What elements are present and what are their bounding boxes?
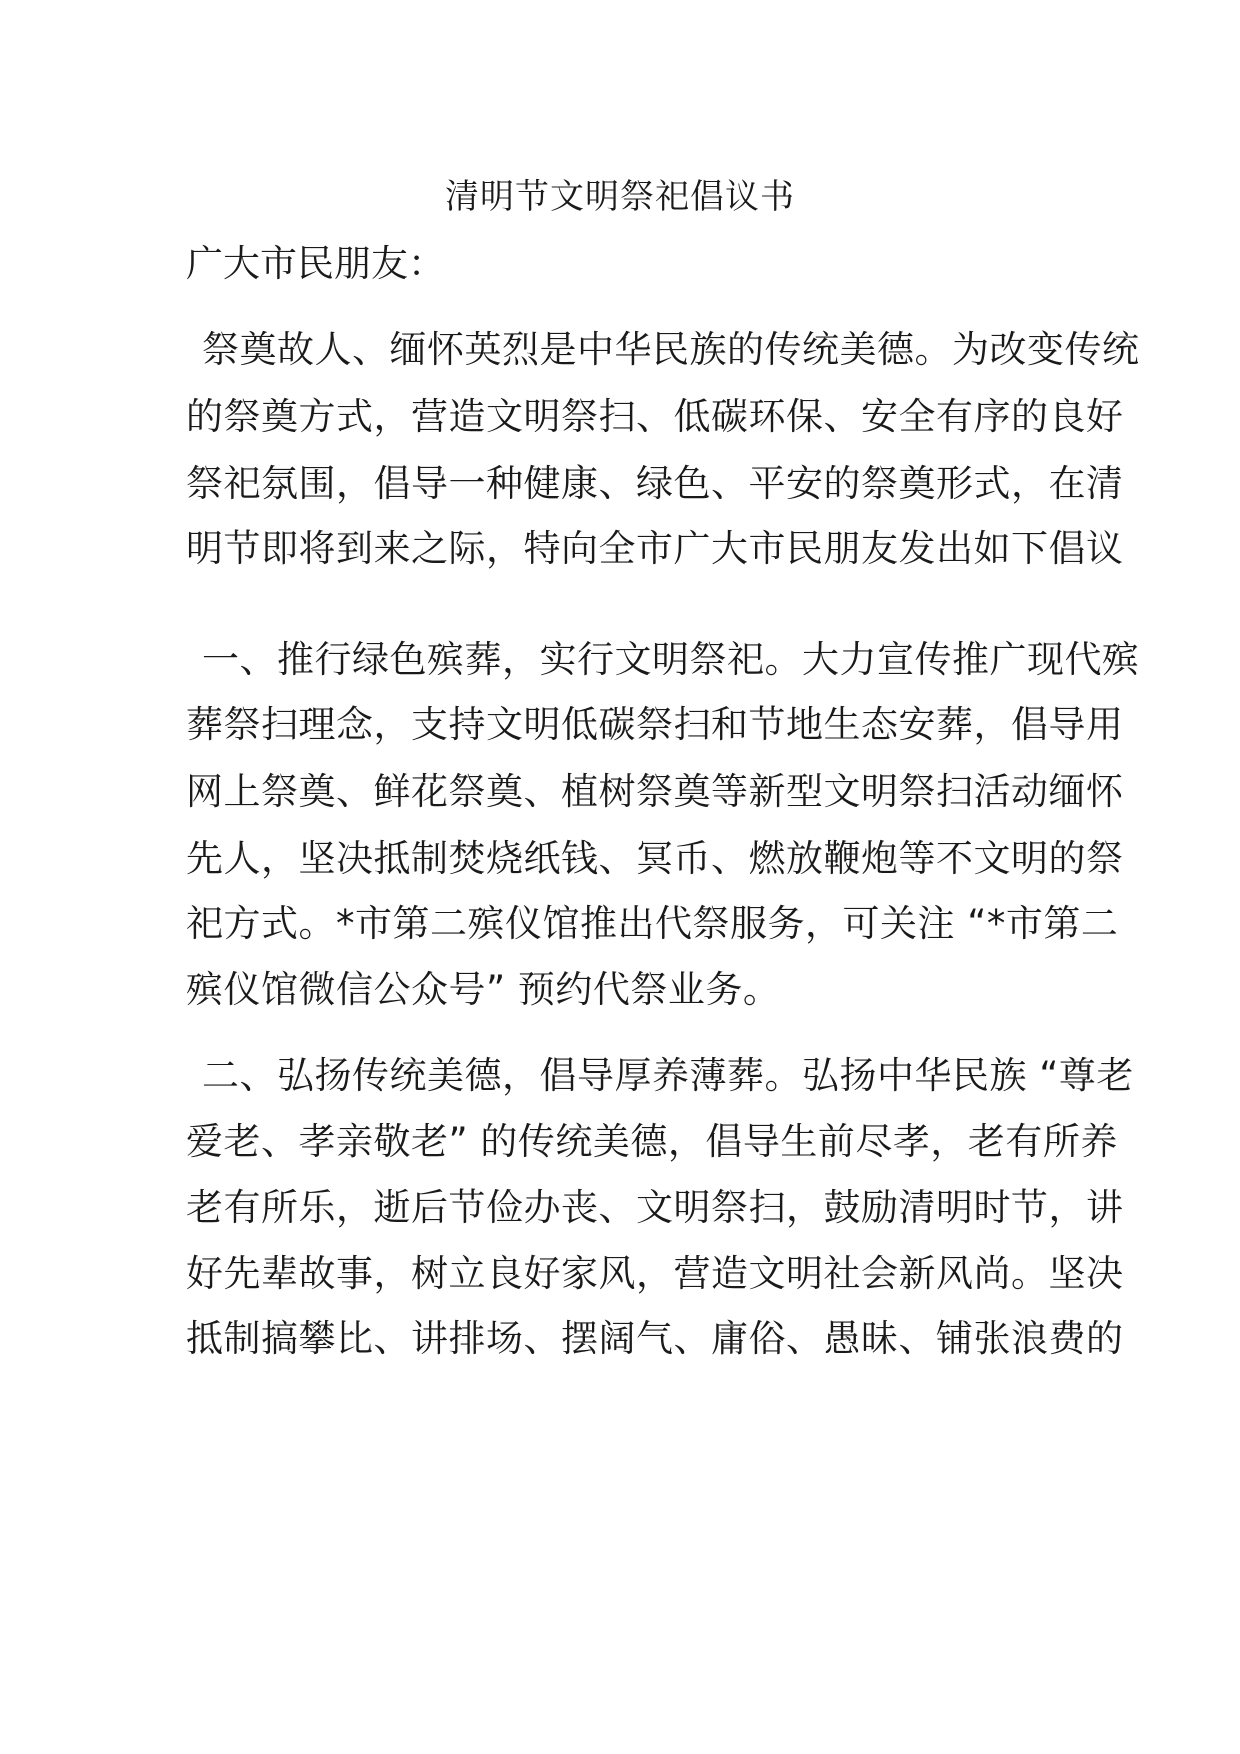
paragraph-2-line: 祀方式。*市第二殡仪馆推出代祭服务，可关注 “*市第二	[186, 902, 1119, 945]
paragraph-2-line: 一、推行绿色殡葬，实行文明祭祀。大力宣传推广现代殡	[202, 638, 1140, 681]
paragraph-3-line: 好先辈故事，树立良好家风，营造文明社会新风尚。坚决	[186, 1252, 1124, 1295]
paragraph-3-line: 爱老、孝亲敬老” 的传统美德，倡导生前尽孝，老有所养	[186, 1120, 1118, 1163]
paragraph-1-line: 祭奠故人、缅怀英烈是中华民族的传统美德。为改变传统	[202, 328, 1140, 371]
paragraph-2-line: 殡仪馆微信公众号” 预约代祭业务。	[186, 968, 781, 1011]
paragraph-3-line: 抵制搞攀比、讲排场、摆阔气、庸俗、愚昧、铺张浪费的	[186, 1317, 1124, 1360]
paragraph-3-line: 二、弘扬传统美德，倡导厚养薄葬。弘扬中华民族 “尊老	[202, 1054, 1134, 1097]
paragraph-2-line: 先人，坚决抵制焚烧纸钱、冥币、燃放鞭炮等不文明的祭	[186, 837, 1124, 880]
paragraph-1-line: 的祭奠方式，营造文明祭扫、低碳环保、安全有序的良好	[186, 395, 1124, 438]
document-title: 清明节文明祭祀倡议书	[445, 177, 795, 217]
paragraph-3-line: 老有所乐，逝后节俭办丧、文明祭扫，鼓励清明时节，讲	[186, 1186, 1124, 1229]
paragraph-2-line: 葬祭扫理念，支持文明低碳祭扫和节地生态安葬，倡导用	[186, 703, 1124, 746]
paragraph-2-line: 网上祭奠、鲜花祭奠、植树祭奠等新型文明祭扫活动缅怀	[186, 770, 1124, 813]
salutation: 广大市民朋友：	[186, 242, 445, 285]
paragraph-1-line: 祭祀氛围，倡导一种健康、绿色、平安的祭奠形式，在清	[186, 462, 1124, 505]
paragraph-1-line: 明节即将到来之际，特向全市广大市民朋友发出如下倡议	[186, 527, 1124, 570]
